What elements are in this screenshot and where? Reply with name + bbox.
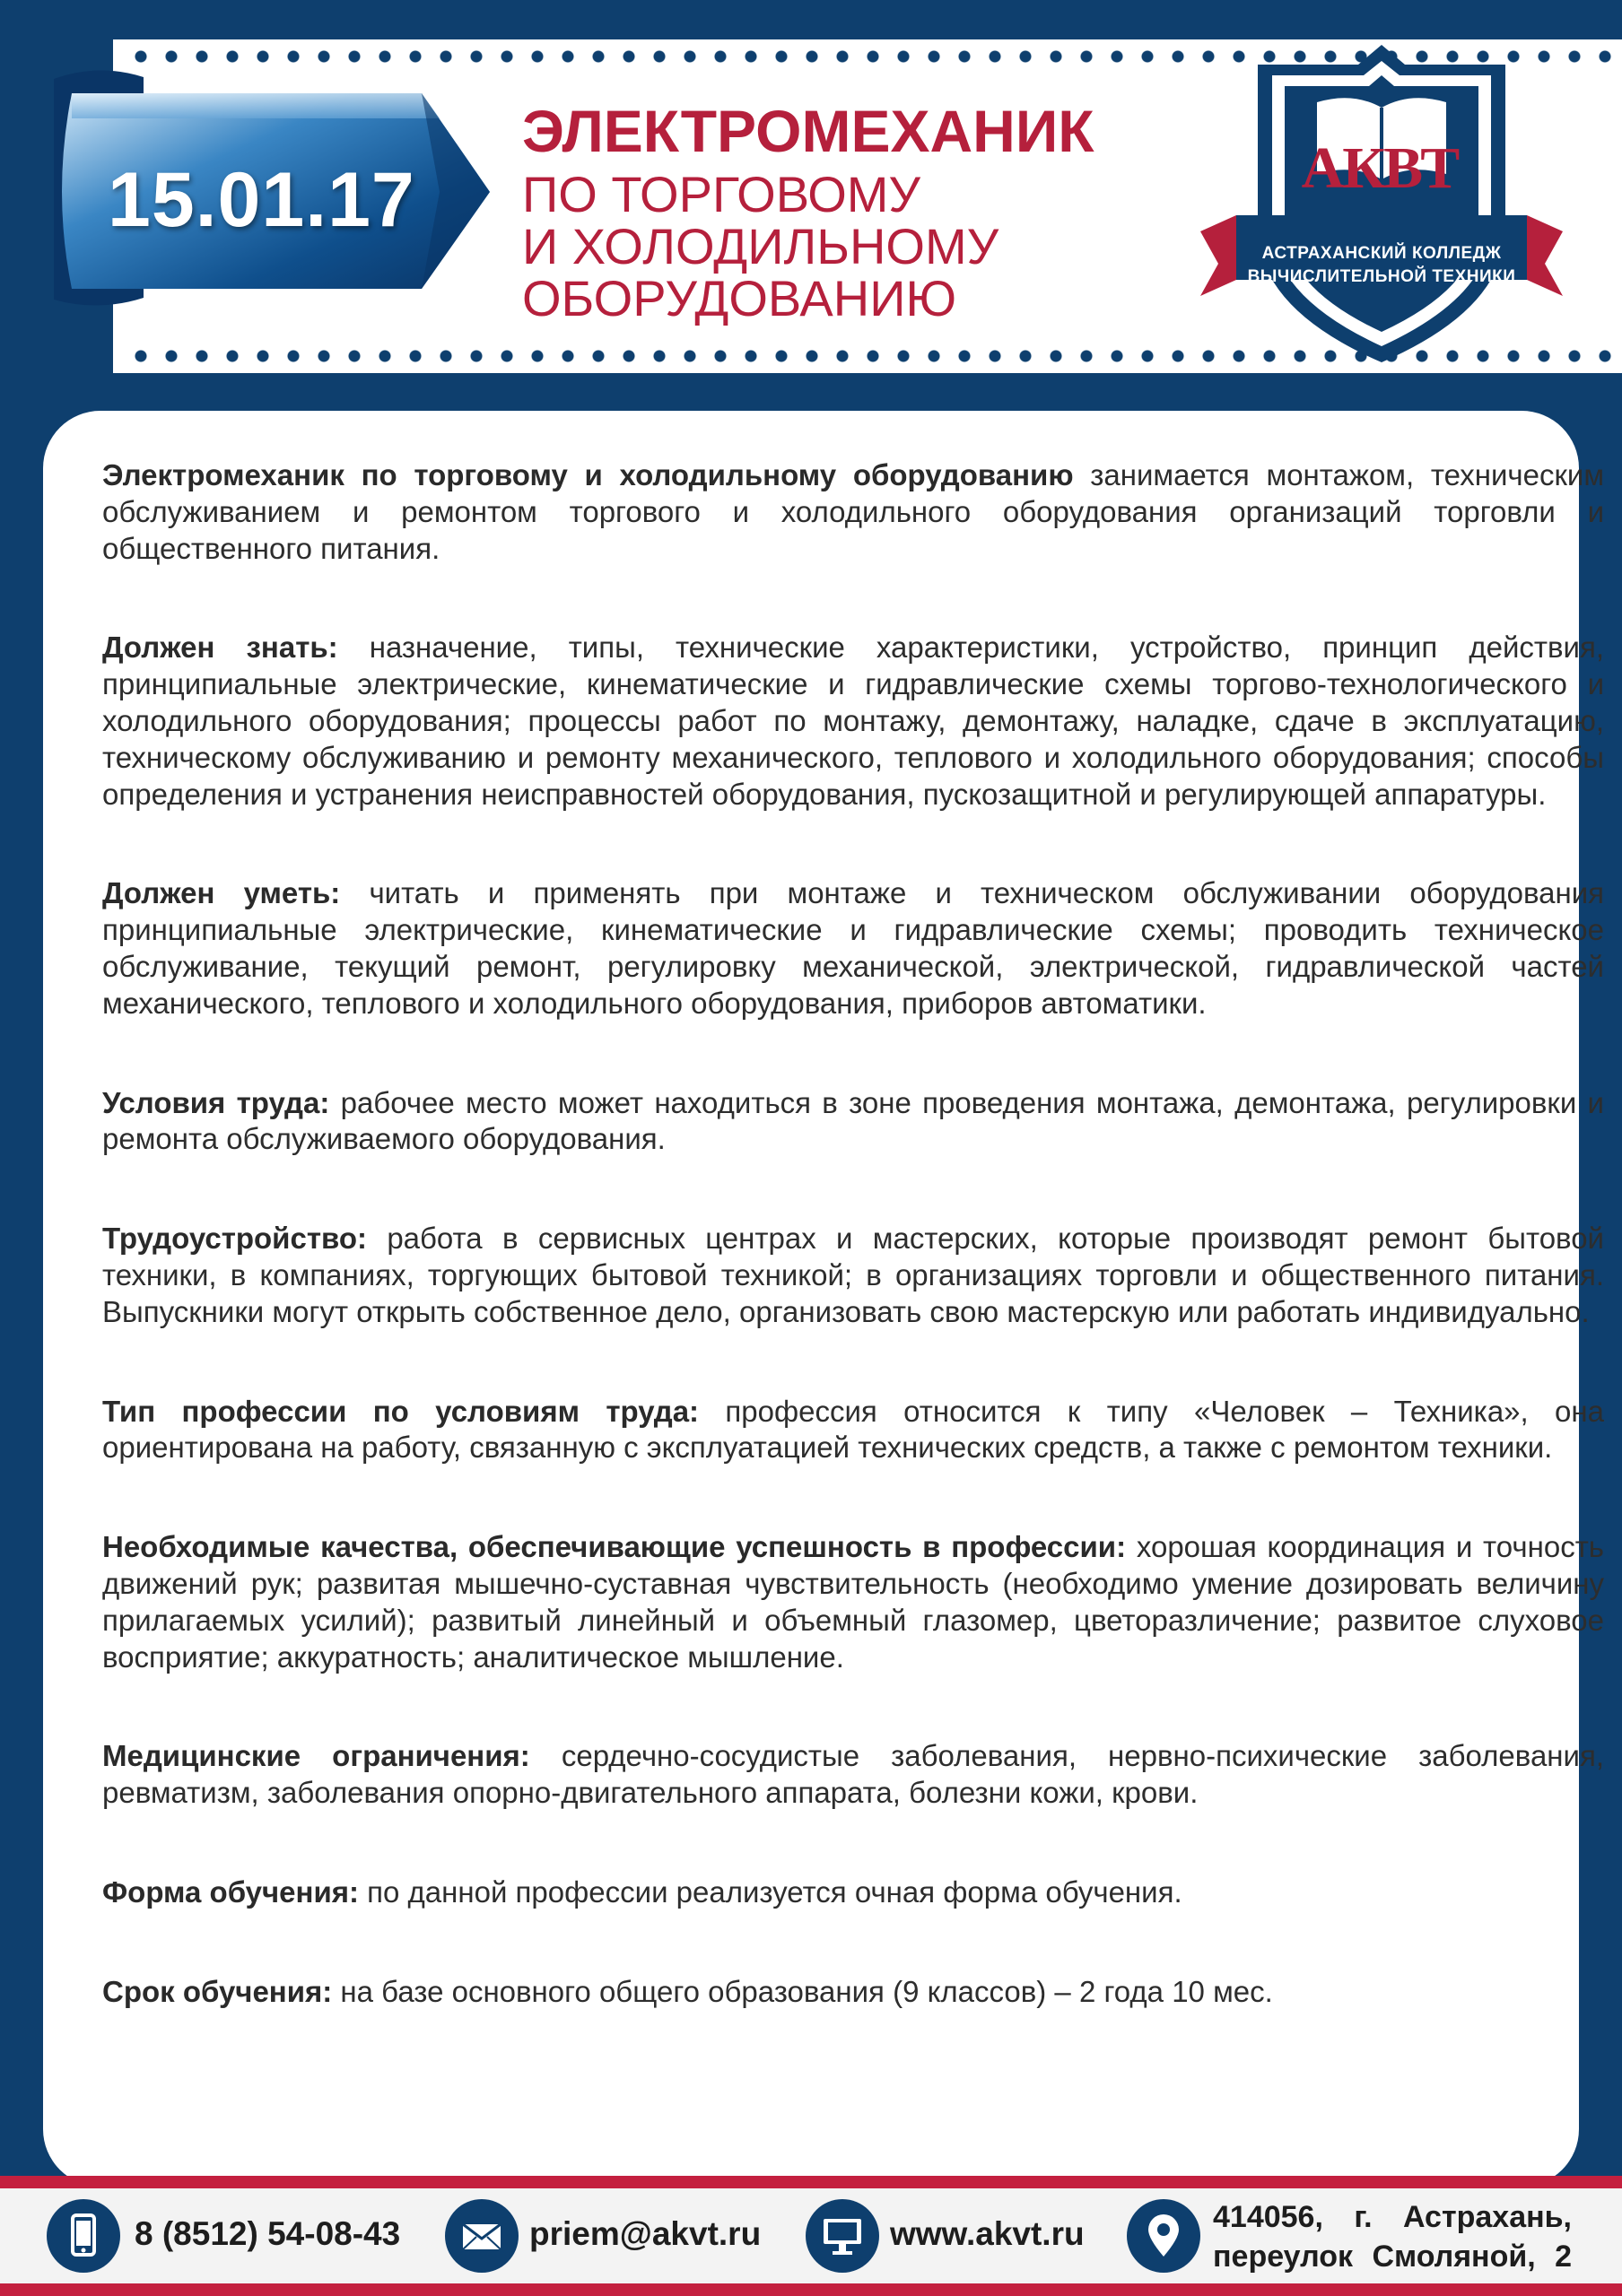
mail-icon (445, 2199, 519, 2273)
profession-title (522, 97, 1150, 325)
section-study-form (102, 1874, 1604, 1911)
section-must-do (102, 875, 1604, 1022)
section-employment (102, 1221, 1604, 1330)
section-text: назначение, типы, технические характеристики, устройство, принцип действия, принципиальные электрические, кинематические и гидравлические схемы торгово-технологического и холодильного оборудования; процессы работ по монтажу, демонтажу, наладке, сдаче в эксплуатацию, техническому обслуживанию и ремонту механического, теплового и холодильного оборудования; способы определения и устранения неисправностей оборудования, пускозащитной и регулирующей аппаратуры. (102, 631, 1604, 811)
monitor-icon (806, 2199, 879, 2273)
phone-number[interactable]: 8 (8512) 54-08-43 (135, 2215, 401, 2252)
phone-icon (47, 2199, 120, 2273)
section-heading: Форма обучения: (102, 1874, 359, 1909)
section-profession-type (102, 1394, 1604, 1467)
section-work-conditions (102, 1085, 1604, 1159)
section-required-qualities (102, 1529, 1604, 1675)
title-main: ЭЛЕКТРОМЕХАНИК (522, 98, 1094, 164)
section-heading: Трудоустройство: (102, 1222, 367, 1256)
section-text: на базе основного общего образования (9 классов) – 2 года 10 мес. (332, 1974, 1273, 2008)
logo-abbreviation: АКВТ (1301, 135, 1459, 201)
date-ribbon (45, 57, 493, 323)
website-link[interactable]: www.akvt.ru (890, 2215, 1085, 2252)
date-code: 15.01.17 (108, 157, 415, 243)
section-study-duration (102, 1974, 1604, 2011)
section-heading: Медицинские ограничения: (102, 1739, 530, 1773)
section-text: сердечно-сосудистые заболевания, нервно-психические заболевания, ревматизм, заболевания опорно-двигательного аппарата, болезни кожи, крови. (102, 1739, 1604, 1810)
logo-text-line-1: АСТРАХАНСКИЙ КОЛЛЕДЖ (1261, 244, 1502, 263)
section-heading: Тип профессии по условиям труда: (102, 1394, 700, 1428)
section-heading: Условия труда: (102, 1085, 330, 1119)
section-heading: Необходимые качества, обеспечивающие успешность в профессии: (102, 1530, 1127, 1564)
location-pin-icon (1127, 2199, 1200, 2273)
section-text: по данной профессии реализуется очная форма обучения. (358, 1874, 1182, 1909)
section-text: профессия относится к типу «Человек – Техника», она ориентирована на работу, связанную с эксплуатацией технических средств, а также с ремонтом техники. (102, 1394, 1604, 1465)
title-sub-line-2: И ХОЛОДИЛЬНОМУ (522, 218, 999, 274)
section-heading: Должен уметь: (102, 876, 341, 910)
section-medical-restrictions (102, 1738, 1604, 1812)
section-text: работа в сервисных центрах и мастерских, которые производят ремонт бытовой техники, в компаниях, торгующих бытовой техникой; в организациях торговли и общественного питания. Выпускники могут открыть собственное дело, организовать свою мастерскую или работать индивидуально. (102, 1222, 1604, 1328)
address-line-2: переулок Смоляной, 2 (1213, 2239, 1572, 2274)
section-heading: Электромеханик по торговому и холодильному оборудованию (102, 458, 1074, 491)
address-line-1: 414056, г. Астрахань, (1213, 2200, 1572, 2234)
section-text: хорошая координация и точность движений рук; развитая мышечно-суставная чувствительность (необходимо умение дозировать величину прилагаемых усилий); развитый линейный и объемный глазомер, цветоразличение; развитое слуховое восприятие; аккуратность; аналитическое мышление. (102, 1530, 1604, 1674)
shield-emblem-icon (1182, 39, 1581, 373)
title-sub-line-1: ПО ТОРГОВОМУ (522, 166, 920, 222)
logo-text-line-2: ВЫЧИСЛИТЕЛЬНОЙ ТЕХНИКИ (1247, 267, 1516, 286)
section-must-know (102, 630, 1604, 813)
content-card (43, 411, 1605, 2187)
profession-description (102, 457, 1604, 2011)
section-heading: Срок обучения: (102, 1974, 333, 2008)
section-text: занимается монтажом, техническим обслуживанием и ремонтом торгового и холодильного оборудования организаций торговли и общественного питания. (102, 458, 1605, 565)
college-logo (1182, 39, 1581, 373)
email-link[interactable]: priem@akvt.ru (529, 2215, 762, 2252)
section-text: читать и применять при монтаже и техническом обслуживании оборудования принципиальные электрические, кинематические и гидравлические схемы; проводить техническое обслуживание, текущий ремонт, регулировку механической, электрической, гидравлической частей механического, теплового и холодильного оборудования, приборов автоматики. (102, 876, 1605, 1020)
title-sub-line-3: ОБОРУДОВАНИЮ (522, 270, 957, 326)
section-intro (102, 457, 1604, 567)
section-heading: Должен знать: (102, 631, 338, 665)
address (1213, 2197, 1572, 2276)
section-text: рабочее место может находиться в зоне проведения монтажа, демонтажа, регулировки и ремонта обслуживаемого оборудования. (102, 1085, 1604, 1156)
